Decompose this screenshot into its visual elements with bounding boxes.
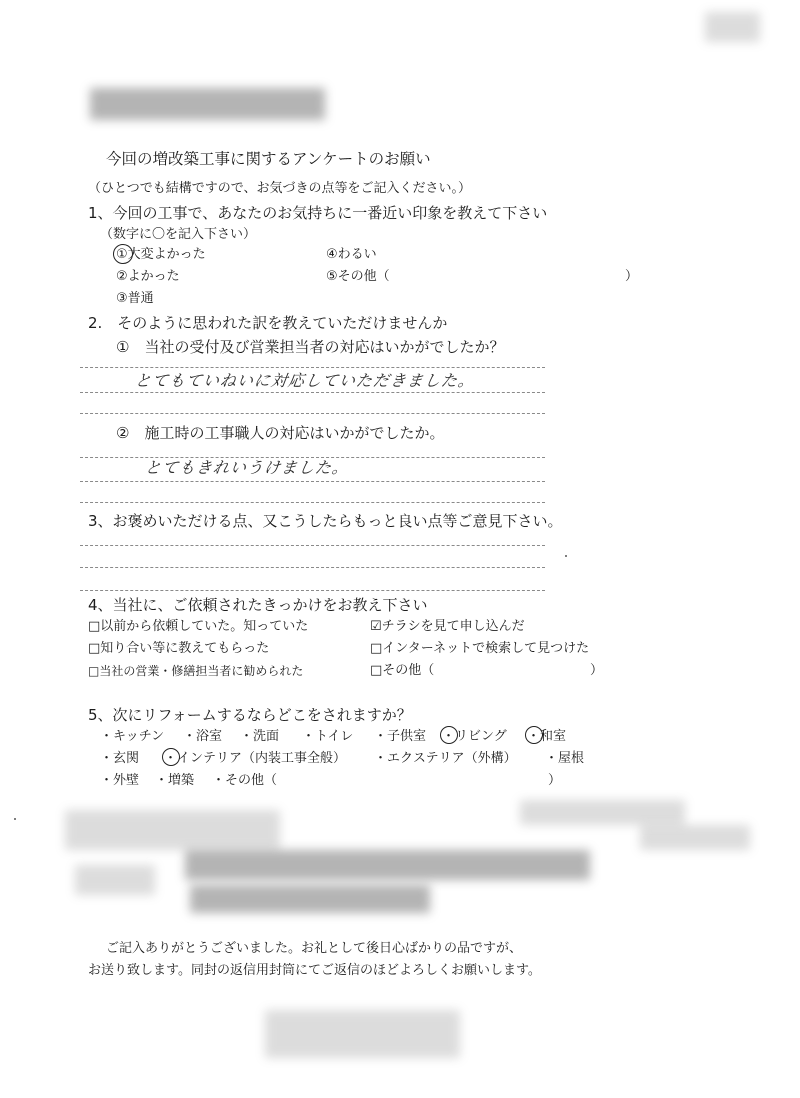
q4-option-other: □その他（ [370,663,435,678]
redacted-company-logo [265,1010,460,1058]
q5-option-other: ・その他（ [212,773,278,788]
q4-option-acquaintance: □知り合い等に教えてもらった [88,641,270,656]
q5-option-interior: ・インテリア（内装工事全般） [164,751,347,766]
answer-line [80,502,545,503]
answer-line [80,481,545,482]
handwritten-answer-1: とてもていねいに対応していただきました。 [133,371,477,390]
q5-option-washroom: ・洗面 [240,729,280,744]
q5-option-kitchen: ・キッチン [100,729,165,744]
q5-option-bathroom: ・浴室 [183,729,223,744]
question-5: 5、次にリフォームするならどこをされますか？ [88,706,412,724]
question-2-sub-1: ① 当社の受付及び営業担当者の対応はいかがでしたか？ [116,338,505,356]
footer-thanks-line-1: ご記入ありがとうございました。お礼として後日心ばかりの品ですが、 [106,941,523,956]
answer-line [80,590,545,591]
redacted-customer-name [90,88,325,120]
redacted-left-block [65,810,280,850]
question-2-sub-2: ② 施工時の工事職人の対応はいかがでしたか。 [116,424,445,442]
answer-line [80,392,545,393]
scan-speck [565,555,567,557]
q5-option-living: ・リビング [442,729,507,744]
survey-title: 今回の増改築工事に関するアンケートのお願い [106,150,431,168]
q4-option-flyer: ☑チラシを見て申し込んだ [370,619,525,634]
redacted-right-block [520,800,685,825]
q5-option-other-close: ） [548,773,562,788]
answer-line [80,413,545,414]
q4-option-internet: □インターネットで検索して見つけた [370,641,590,656]
q5-option-japanese-room: ・和室 [527,729,567,744]
redacted-left-block-2 [75,865,155,895]
question-1-instruction: （数字に〇を記入下さい） [100,227,257,242]
answer-line [80,367,545,368]
redacted-address-line-1 [185,850,590,880]
survey-subtitle: （ひとつでも結構ですので、お気づきの点等をご記入ください。） [88,181,471,196]
question-3: 3、お褒めいただける点、又こうしたらもっと良い点等ご意見下さい。 [88,512,563,530]
q1-option-5: ⑤その他（ [326,269,390,284]
q5-option-entrance: ・玄関 [100,751,140,766]
q1-option-2: ②よかった [116,269,180,284]
footer-thanks-line-2: お送り致します。同封の返信用封筒にてご返信のほどよろしくお願いします。 [88,963,541,978]
q5-option-roof: ・屋根 [545,751,585,766]
q1-option-1: ①大変よかった [116,247,206,262]
q4-option-previous-client: □以前から依頼していた。知っていた [88,619,309,634]
q4-option-sales-staff: □当社の営業・修繕担当者に勧められた [88,664,304,678]
q5-option-outer-wall: ・外壁 [100,773,140,788]
q4-option-other-close: ） [590,663,604,678]
redacted-top-right [705,12,760,42]
handwritten-answer-2: とてもきれいうけました。 [143,458,351,477]
q5-option-toilet: ・トイレ [302,729,354,744]
q5-option-kids-room: ・子供室 [374,729,427,744]
q5-option-extension: ・増築 [155,773,195,788]
q1-option-3: ③普通 [116,291,154,306]
question-1: 1、今回の工事で、あなたのお気持ちに一番近い印象を教えて下さい [88,204,548,222]
redacted-address-line-2 [190,885,430,913]
q5-option-exterior: ・エクステリア（外構） [374,751,517,766]
question-4: 4、当社に、ご依頼されたきっかけをお教え下さい [88,596,428,614]
question-2: 2. そのように思われた訳を教えていただけませんか [88,314,448,332]
redacted-right-block-2 [640,825,750,850]
q1-option-4: ④わるい [326,247,377,262]
answer-line [80,567,545,568]
answer-line [80,545,545,546]
scan-speck [14,818,16,820]
q1-option-5-close: ） [625,269,639,284]
